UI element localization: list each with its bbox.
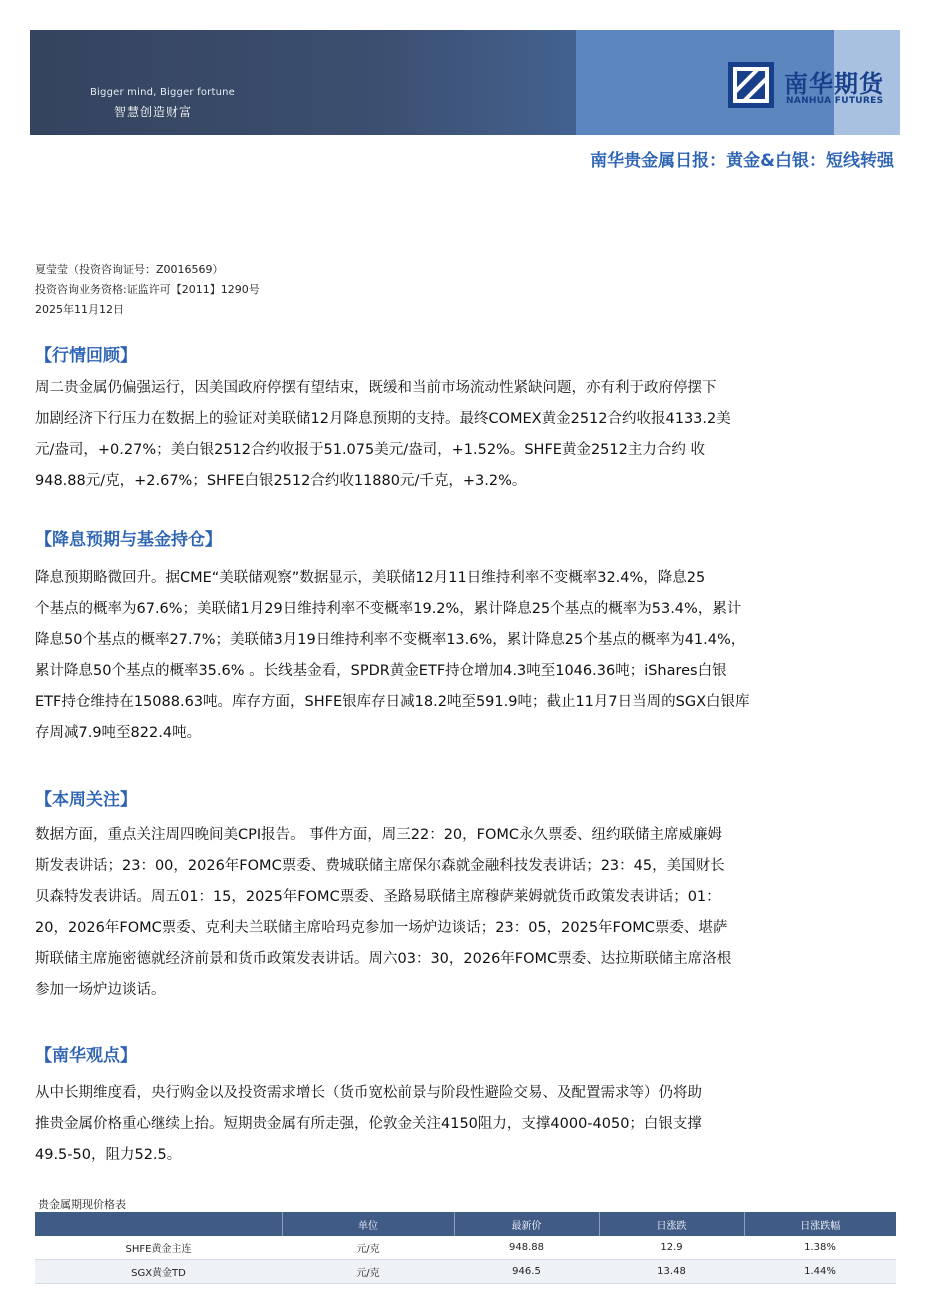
paragraph-line: 参加一场炉边谈话。: [35, 982, 166, 998]
table-cell: 946.5: [454, 1260, 599, 1284]
paragraph-line: 降息预期略微回升。据CME“美联储观察”数据显示，美联储12月11日维持利率不变概率32.4%，降息25: [35, 570, 706, 586]
table-cell: 元/克: [282, 1236, 454, 1260]
logo-text-english: NANHUA FUTURES: [786, 96, 884, 106]
table-cell: SGX黄金TD: [35, 1260, 282, 1284]
paragraph-line: 周二贵金属仍偏强运行，因美国政府停摆有望结束，既缓和当前市场流动性紧缺问题，亦有利于政府停摆下: [35, 380, 717, 396]
paragraph-line: 斯联储主席施密德就经济前景和货币政策发表讲话。周六03：30，2026年FOMC票委、达拉斯联储主席洛根: [35, 951, 732, 967]
column-header-price: 最新价: [454, 1212, 599, 1236]
report-title: 南华贵金属日报：黄金&白银：短线转强: [590, 151, 894, 171]
section-body-nanhua-view: [35, 1078, 895, 1171]
table-row: [35, 1260, 896, 1284]
table-cell: 948.88: [454, 1236, 599, 1260]
table-cell: 1.38%: [744, 1236, 896, 1260]
table-cell: 12.9: [599, 1236, 744, 1260]
paragraph-line: 降息50个基点的概率27.7%；美联储3月19日维持利率不变概率13.6%，累计降息25个基点的概率为41.4%，: [35, 632, 746, 648]
paragraph-line: 加剧经济下行压力在数据上的验证对美联储12月降息预期的支持。最终COMEX黄金2512合约收报4133.2美: [35, 411, 731, 427]
table-cell: 元/克: [282, 1260, 454, 1284]
report-date: 2025年11月12日: [35, 303, 124, 316]
table-header-row: [35, 1212, 896, 1236]
paragraph-line: ETF持仓维持在15088.63吨。库存方面，SHFE银库存日减18.2吨至591.9吨；截止11月7日当周的SGX白银库: [35, 694, 750, 710]
paragraph-line: 元/盎司，+0.27%；美白银2512合约收报于51.075美元/盎司，+1.52%。SHFE黄金2512主力合约 收: [35, 442, 705, 458]
paragraph-line: 20，2026年FOMC票委、克利夫兰联储主席哈玛克参加一场炉边谈话；23：05，2025年FOMC票委、堪萨: [35, 920, 728, 936]
section-body-market-review: [35, 373, 895, 497]
column-header: [35, 1212, 282, 1236]
paragraph-line: 从中长期维度看，央行购金以及投资需求增长（货币宽松前景与阶段性避险交易、及配置需求等）仍将助: [35, 1085, 702, 1101]
price-table: [35, 1212, 896, 1284]
paragraph-line: 数据方面，重点关注周四晚间美CPI报告。 事件方面，周三22：20，FOMC永久票委、纽约联储主席威廉姆: [35, 827, 723, 843]
section-heading-nanhua-view: 【南华观点】: [35, 1046, 137, 1066]
section-heading-rate-expectations: 【降息预期与基金持仓】: [35, 530, 222, 550]
paragraph-line: 948.88元/克，+2.67%；SHFE白银2512合约收11880元/千克，+3.2%。: [35, 473, 527, 489]
paragraph-line: 个基点的概率为67.6%；美联储1月29日维持利率不变概率19.2%，累计降息25个基点的概率为53.4%，累计: [35, 601, 742, 617]
table-cell: 1.44%: [744, 1260, 896, 1284]
section-heading-market-review: 【行情回顾】: [35, 346, 137, 366]
slogan-english: Bigger mind, Bigger fortune: [90, 87, 236, 98]
table-caption: 贵金属期现价格表: [38, 1198, 126, 1211]
section-body-week-focus: [35, 820, 895, 1006]
section-body-rate-expectations: [35, 563, 895, 749]
section-heading-week-focus: 【本周关注】: [35, 790, 137, 810]
logo-text-chinese: 南华期货: [784, 70, 884, 98]
license-line: 投资咨询业务资格:证监许可【2011】1290号: [35, 283, 260, 296]
slogan-chinese: 智慧创造财富: [114, 105, 193, 119]
column-header-change-pct: 日涨跌幅: [744, 1212, 896, 1236]
table-cell: 13.48: [599, 1260, 744, 1284]
nanhua-logo-icon: [728, 62, 774, 108]
paragraph-line: 贝森特发表讲话。周五01：15，2025年FOMC票委、圣路易联储主席穆萨莱姆就货币政策发表讲话；01：: [35, 889, 721, 905]
column-header-unit: 单位: [282, 1212, 454, 1236]
header-banner: [30, 30, 900, 135]
table-cell: SHFE黄金主连: [35, 1236, 282, 1260]
author-line: 夏莹莹（投资咨询证号：Z0016569）: [35, 263, 224, 276]
paragraph-line: 存周减7.9吨至822.4吨。: [35, 725, 202, 741]
paragraph-line: 49.5-50，阻力52.5。: [35, 1147, 182, 1163]
table-row: [35, 1236, 896, 1260]
paragraph-line: 推贵金属价格重心继续上抬。短期贵金属有所走强，伦敦金关注4150阻力，支撑4000-4050；白银支撑: [35, 1116, 702, 1132]
paragraph-line: 斯发表讲话；23：00，2026年FOMC票委、费城联储主席保尔森就金融科技发表讲话；23：45，美国财长: [35, 858, 725, 874]
column-header-change: 日涨跌: [599, 1212, 744, 1236]
paragraph-line: 累计降息50个基点的概率35.6% 。长线基金看，SPDR黄金ETF持仓增加4.3吨至1046.36吨；iShares白银: [35, 663, 727, 679]
